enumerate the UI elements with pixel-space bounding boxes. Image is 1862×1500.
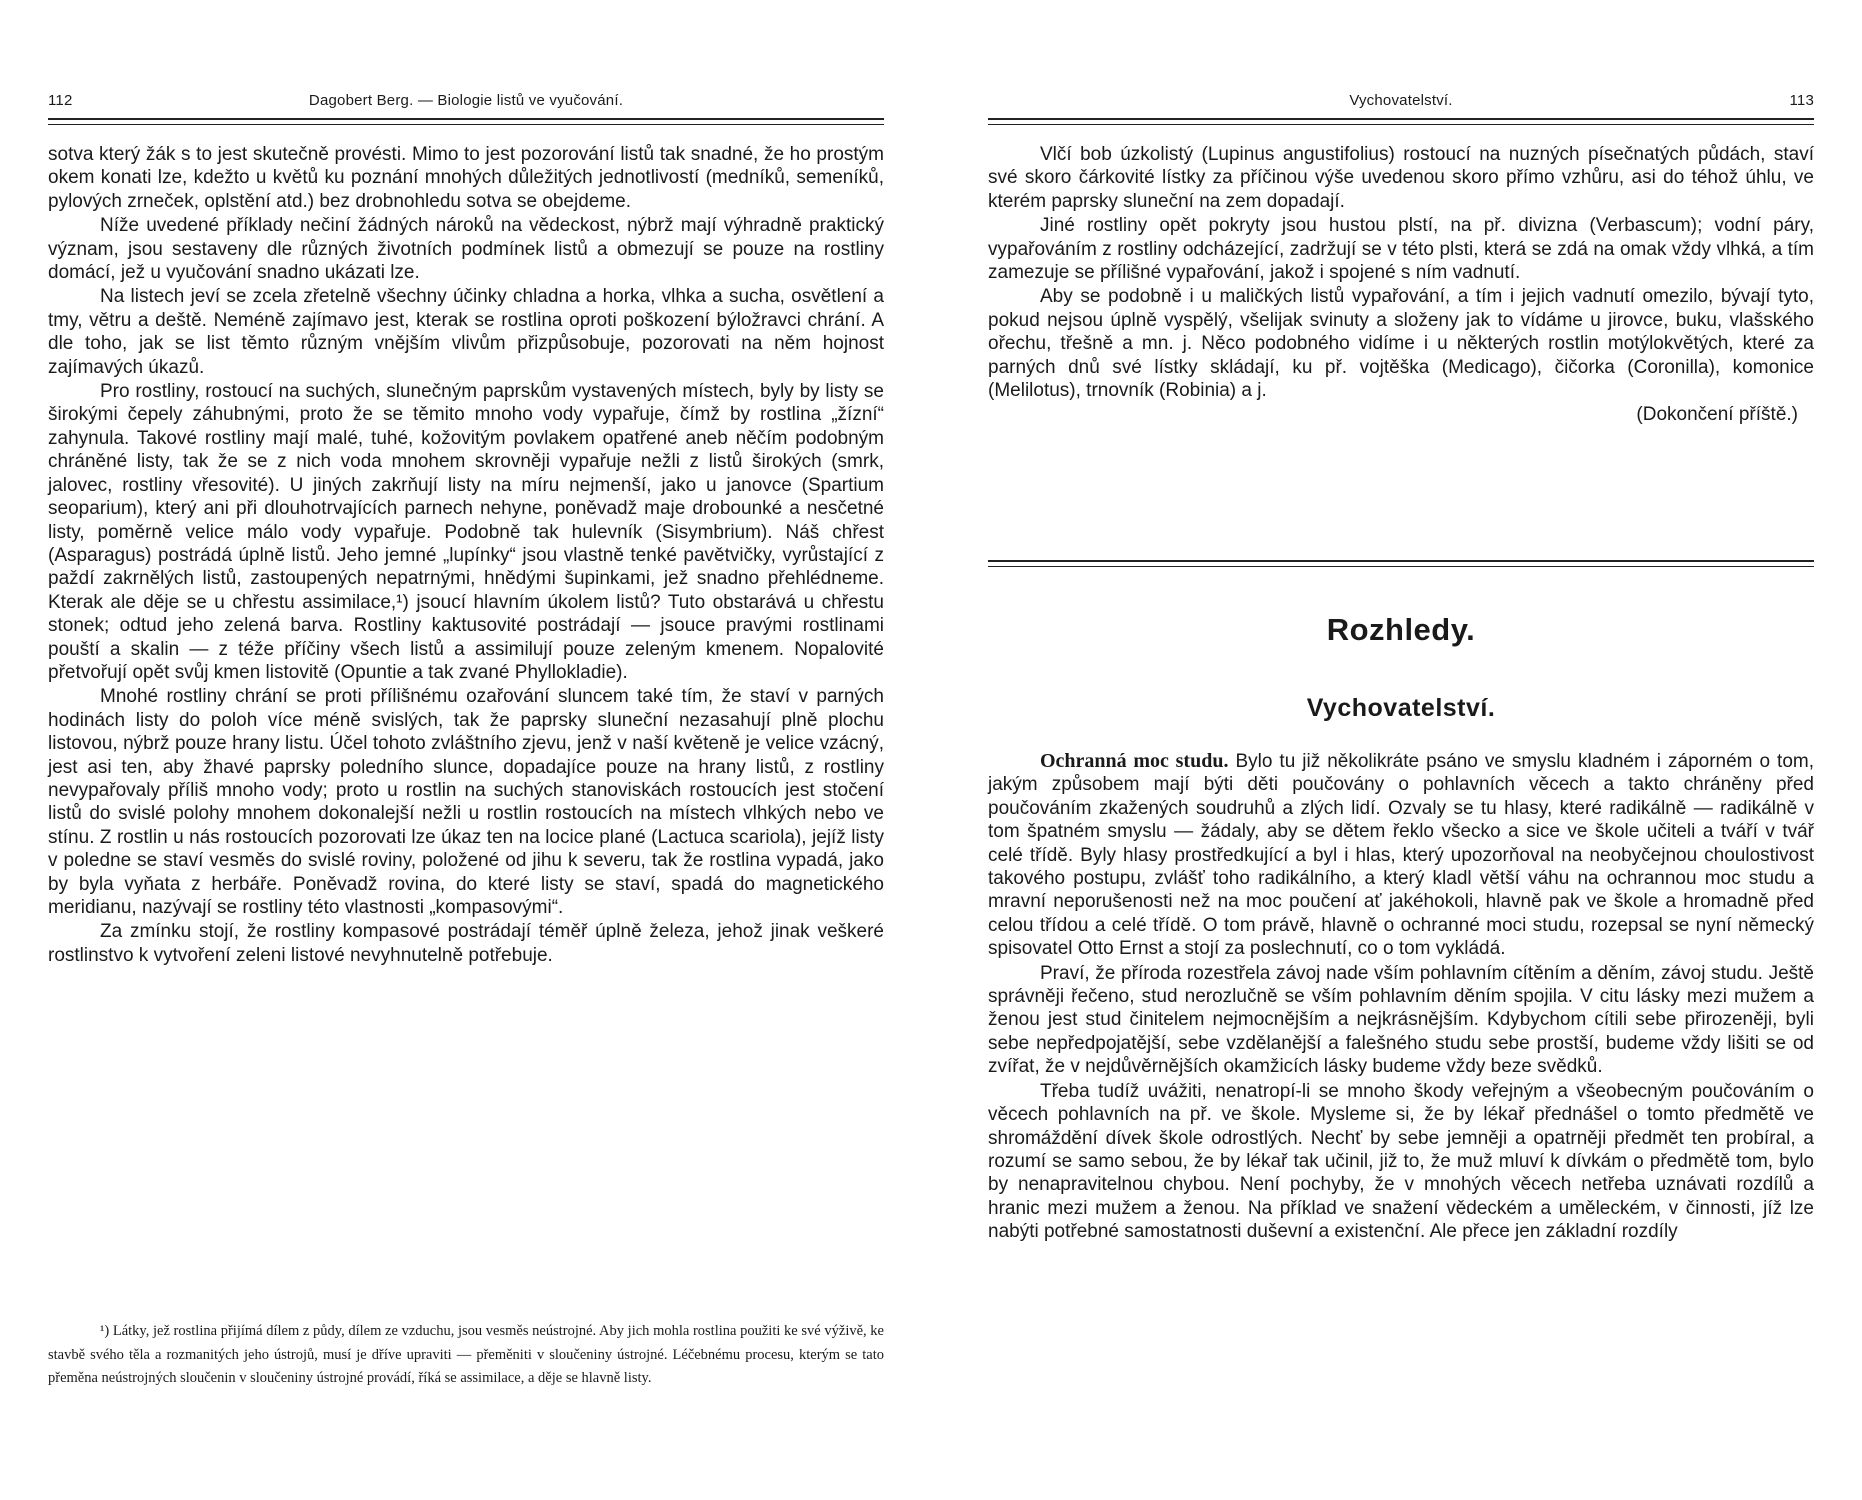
right-body-text — [988, 143, 1814, 427]
right-paragraph: Jiné rostliny opět pokryty jsou hustou plstí, na př. divizna (Verbascum); vodní páry, vypařováním z rostliny odcházející, zadržují se v této plsti, která se zdá na omak vždy vlhká, a tím zamezuje se přílišné vypařování, jakož i spojené s ním vadnutí. — [988, 215, 1814, 284]
right-page-number: 113 — [1789, 92, 1814, 109]
left-paragraph: Níže uvedené příklady nečiní žádných nároků na vědeckost, nýbrž mají výhradně praktický význam, jsou sestaveny dle různých životních podmínek listů a obmezují se pouze na rostliny domácí, jež u vyučování snadno ukázati lze. — [48, 215, 884, 284]
subsection-title: Vychovatelství. — [1306, 694, 1496, 722]
section-title: Rozhledy. — [1326, 612, 1476, 647]
article-lead: Ochranná moc studu. — [1040, 750, 1229, 772]
left-paragraph: Na listech jeví se zcela zřetelně všechny účinky chladna a horka, vlhka a sucha, osvětlení a tmy, větru a deště. Neméně zajímavo jest, kterak se rostlina oproti poškození býložravci chrání. A dle toho, jak se list těmto různým vnějším vlivům přizpůsobuje, pozorovati na něm hojnost zajímavých úkazů. — [48, 286, 884, 378]
right-paragraph: Vlčí bob úzkolistý (Lupinus angustifolius) rostoucí na nuzných písečnatých půdách, staví své skoro čárkovité lístky za příčinou výše uvedenou skoro přímo vzhůru, asi do téhož úhlu, ve kterém paprsky sluneční na zem dopadají. — [988, 144, 1814, 212]
right-paragraph: Aby se podobně i u maličkých listů vypařování, a tím i jejich vadnutí omezilo, bývají tyto, pokud nejsou úplně vyspělý, všelijak svinuty a složeny jak to vídáme u jirovce, buku, vlašského ořechu, třešně a mn. j. Něco podobného vidíme i u některých rostlin motýlokvětých, které za parných dnů své lístky skládají, ku př. vojtěška (Medicago), čičorka (Coronilla), komonice (Melilotus), trnovník (Robinia) a j. — [988, 286, 1814, 402]
left-paragraph: Pro rostliny, rostoucí na suchých, slunečným paprskům vystavených místech, byly by listy se širokými čepely záhubnými, proto že se těmito mnoho vody vypařuje, čímž by rostlina „žízní“ zahynula. Takové rostliny mají malé, tuhé, kožovitým povlakem opatřené aneb něčím podobným chráněné listy, tak že se z nich voda mnohem skrovněji vypařuje nežli z listů širokých (smrk, jalovec, rostliny vřesovité). U jiných zakrňují listy na míru nejmenší, jako u janovce (Spartium seoparium), který ani při dlouhotrvajících parnech nehyne, poněvadž maje drobounké a nesčetné listy, poměrně velice málo vody vypařuje. Podobně tak hulevník (Sisymbrium). Náš chřest (Asparagus) postrádá úplně listů. Jeho jemné „lupínky“ jsou vlastně tenké pavětvičky, vyrůstající z paždí zakrnělých listů, zastoupených nepatrnými, hnědými šupinkami, jež snadno přehlédneme. Kterak ale děje se u chřestu assimilace,¹) jsoucí hlavním úkolem listů? Tuto obstarává u chřestu stonek; odtud jeho zelená barva. Rostliny kaktusovité postrádají — jsouce pravými rostlinami pouští a skalin — z téže příčiny všech listů a assimilují pouze zeleným kmenem. Nopalovité přetvořují opět svůj kmen listovitě (Opuntie a tak zvané Phyllokladie). — [48, 381, 884, 683]
left-running-head — [48, 92, 884, 114]
right-running-title: Vychovatelství. — [1349, 92, 1453, 109]
article-body-text — [988, 750, 1814, 1244]
article-paragraph: Třeba tudíž uvážiti, nenatropí-li se mnoho škody veřejným a všeobecným poučováním o věcech pohlavních na př. ve škole. Mysleme si, že by lékař přednášel o tomto předmětě ve shromáždění dívek škole odrostlých. Nechť by sebe jemněji a opatrněji předmět ten probíral, a rozumí se samo sebou, že by lékař tak učinil, již to, že muž mluví k dívkám o předmětě tom, bylo by nenapravitelnou chybou. Není pochyby, že v mnohých věcech netřeba uznávati rozdílů a hranic mezi mužem a ženou. Na příklad ve snažení vědeckém a uměleckém, v činnosti, jíž lze nabýti potřebné samostatnosti duševní a existenční. Ale přece jen základní rozdíly — [988, 1080, 1814, 1243]
left-body-text — [48, 143, 884, 967]
article-paragraph — [988, 750, 1814, 961]
article-paragraph-text: Bylo tu již několikráte psáno ve smyslu kladném i záporném o tom, jakým způsobem mají býti děti poučovány o pohlavních věcech a takto chráněny před poučováním zkažených soudruhů a zlých lidí. Ozvaly se tu hlasy, které radikálně — radikálně v tom špatném smyslu — žádaly, aby se dětem řeklo všecko a sice ve škole učiteli a tváří v tvář celé třídě. Byly hlasy prostředkující a byl i hlas, který upozorňoval na neobyčejnou choulostivost takového postupu, zvlášť toho radikálního, a který kladl větší váhu na ochrannou moc studu a mravní neporušenosti než na moc poučení ať jakéhokoli, hlavně pak ve škole a hromadně před celou třídou a celé třídě. O tom právě, hlavně o ochranné moci studu, rozepsal se nyní německý spisovatel Otto Ernst a stojí za poslechnutí, co o tom vykládá. — [988, 751, 1815, 960]
left-paragraph: Mnohé rostliny chrání se proti přílišnému ozařování sluncem také tím, že staví v parných hodinách listy do poloh více méně svislých, tak že paprsky sluneční nezasahují plně plochu listovou, nýbrž pouze hrany listu. Účel tohoto zvláštního zjevu, jenž v naší květeně je velice vzácný, jest asi ten, aby žhavé paprsky poledního slunce, dopadajíce pouze na hrany listů, z rostliny nevypařovaly příliš mnoho vody; proto u rostlin na suchých stanoviskách rostoucích jest stočení listů do svislé polohy mnohem dokonalejší nežli u rostlin rostoucích na místech vlhkých nebo ve stínu. Z rostlin u nás rostoucích pozorovati lze úkaz ten na locice plané (Lactuca scariola), jejíž listy v poledne se staví vesměs do svislé roviny, položené od jihu k severu, tak že rostlina vypadá, jako by byla vyňata z herbáře. Poněvadž rovina, do které listy se staví, spadá do magnetického meridianu, nazývají se rostliny této vlastnosti „kompasovými“. — [48, 686, 884, 918]
section-divider-rule — [988, 560, 1814, 567]
footnote-1: ¹) Látky, jež rostlina přijímá dílem z půdy, dílem ze vzduchu, jsou vesměs neústrojné. Aby jich mohla rostlina použiti ke své výživě, ke stavbě svého těla a rozmanitých jeho ústrojů, musí je dříve upraviti — přeměniti v sloučeniny ústrojné. Léčebnému procesu, kterým se tato přeměna neústrojných sloučenin v sloučeniny ústrojné provádí, říká se assimilace, a děje se hlavně listy. — [48, 1323, 884, 1386]
left-header-rule — [48, 118, 884, 125]
left-footnotes — [48, 1320, 884, 1391]
article-paragraph: Praví, že příroda rozestřela závoj nade vším pohlavním cítěním a děním, závoj studu. Ještě správněji řečeno, stud nerozlučně se vším pohlavním děním spojila. V citu lásky mezi mužem a ženou jest stud činitelem nejmocnějším a nejkrásnějším. Kdybychom cítili sebe přirozeněji, byli sebe nepředpojatější, sebe vzdělanější a falešného studu sebe prostší, budeme vždy lišiti se od zvířat, že v nejdůvěrnějších okamžicích lásky budeme vždy beze svědků. — [988, 962, 1814, 1078]
left-running-title: Dagobert Berg. — Biologie listů ve vyučování. — [308, 92, 624, 109]
continued-note: (Dokončení příště.) — [1636, 404, 1798, 426]
left-paragraph: Za zmínku stojí, že rostliny kompasové postrádají téměř úplně železa, jehož jinak veškeré rostlinstvo k vytvoření zeleni listové nevyhnutelně potřebuje. — [48, 921, 884, 966]
left-paragraph: sotva který žák s to jest skutečně provésti. Mimo to jest pozorování listů tak snadné, že ho prostým okem konati lze, kdežto u květů ku poznání mnohých důležitých jednotlivostí (medníků, semeníků, pylových zrneček, oplstění atd.) bez drobnohledu sotva se obejdeme. — [48, 144, 884, 212]
left-page-number: 112 — [48, 92, 73, 109]
right-header-rule — [988, 118, 1814, 125]
right-running-head — [988, 92, 1814, 114]
